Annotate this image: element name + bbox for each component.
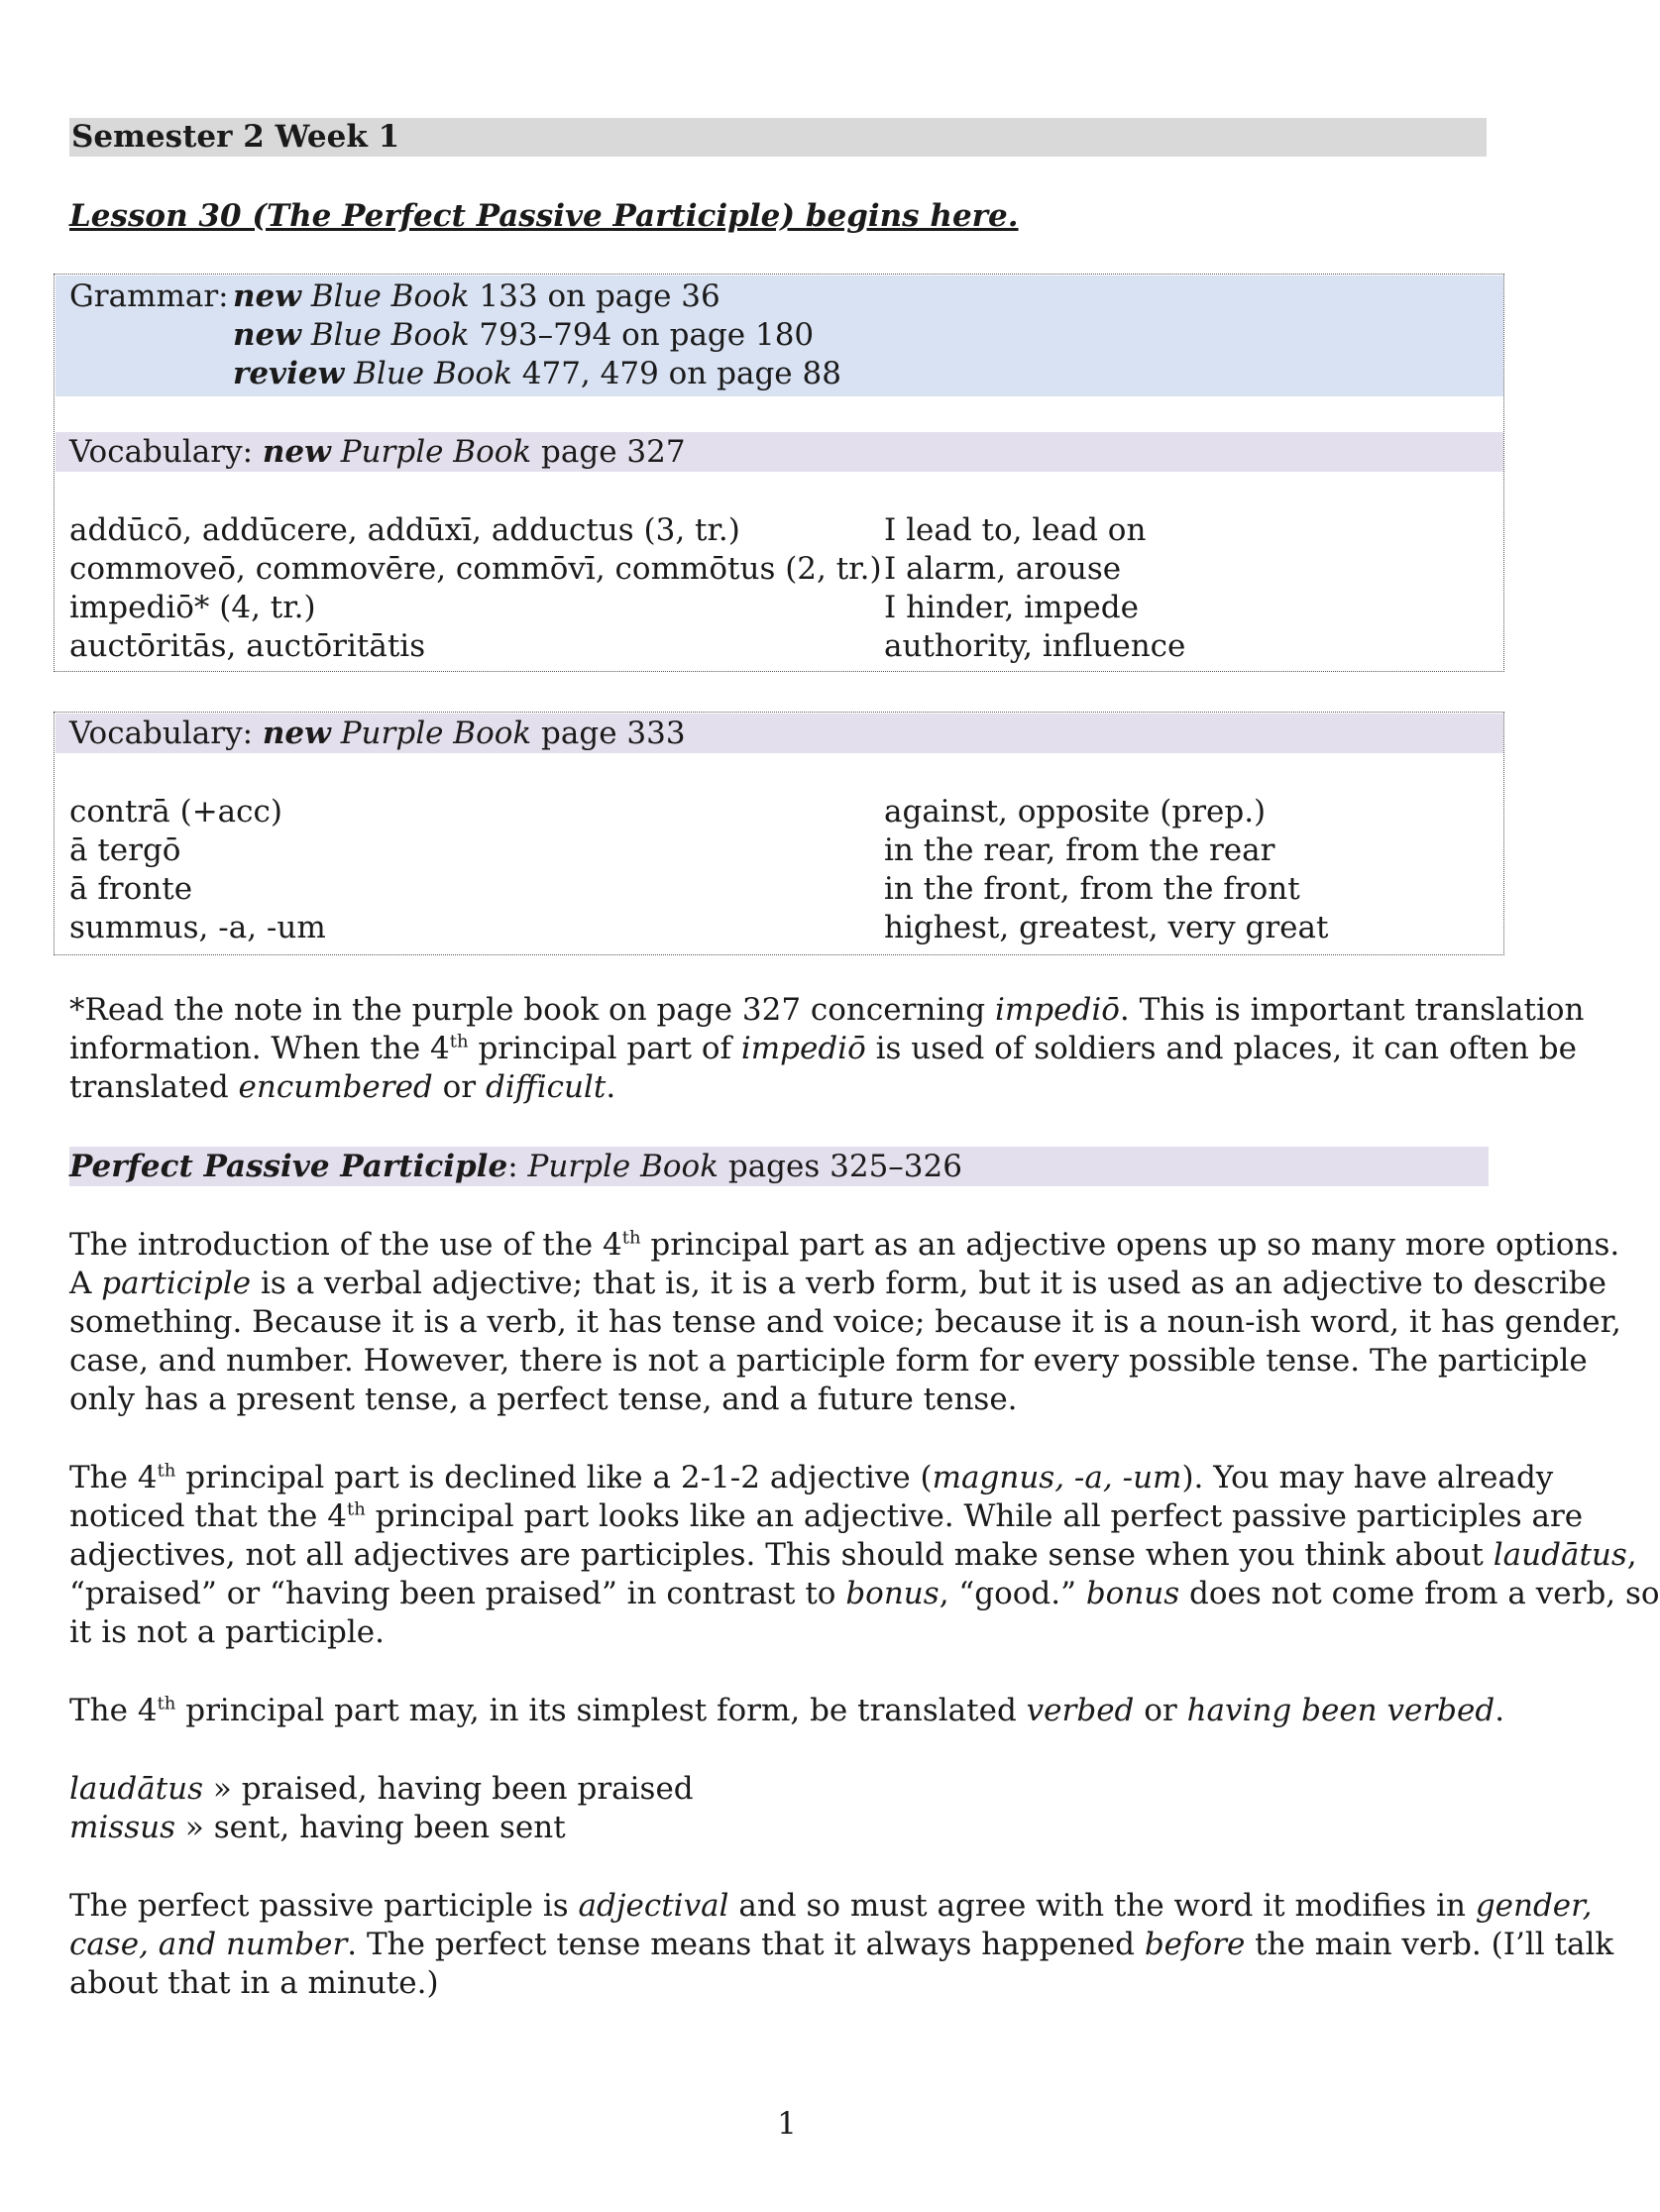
vocab-english: in the rear, from the rear — [884, 832, 1275, 868]
vocab-english: authority, influence — [884, 628, 1186, 664]
para4-line: about that in a minute.) — [69, 1965, 439, 2001]
para1-line: case, and number. However, there is not a participle form for every possible tense. The participle — [69, 1343, 1588, 1379]
vocab-latin: summus, -a, -um — [69, 910, 326, 945]
example-line: missus » sent, having been sent — [69, 1810, 566, 1845]
para2-line: The 4th principal part is declined like a 2-1-2 adjective (magnus, -a, -um). You may have already — [69, 1460, 1554, 1495]
vocab-latin: impediō* (4, tr.) — [69, 590, 316, 625]
vocab-latin: contrā (+acc) — [69, 794, 282, 830]
grammar-line: new Blue Book 133 on page 36 — [233, 278, 720, 314]
para2-line: “praised” or “having been praised” in contrast to bonus, “good.” bonus does not come from a verb, so — [69, 1576, 1660, 1611]
grammar-label: Grammar: — [69, 278, 229, 314]
para1-line: A participle is a verbal adjective; that is, it is a verb form, but it is used as an adjective to describe — [69, 1266, 1606, 1301]
semester-heading — [69, 118, 1487, 157]
vocab-latin: ā tergō — [69, 832, 181, 868]
vocab-english: highest, greatest, very great — [884, 910, 1329, 945]
semester-heading-text: Semester 2 Week 1 — [71, 119, 400, 155]
note-line: translated encumbered or difficult. — [69, 1069, 616, 1105]
para1-line: only has a present tense, a perfect tense, and a future tense. — [69, 1382, 1018, 1417]
para4-line: case, and number. The perfect tense means that it always happened before the main verb. (I’ll talk — [69, 1927, 1614, 1962]
vocab-latin: auctōritās, auctōritātis — [69, 628, 426, 664]
vocab-english: against, opposite (prep.) — [884, 794, 1267, 830]
note-line: *Read the note in the purple book on page 327 concerning impediō. This is important translation — [69, 992, 1585, 1028]
para3-line: The 4th principal part may, in its simplest form, be translated verbed or having been verbed. — [69, 1693, 1505, 1728]
page-number: 1 — [777, 2106, 797, 2142]
note-line: information. When the 4th principal part of impediō is used of soldiers and places, it can often be — [69, 1031, 1577, 1066]
grammar-line: new Blue Book 793–794 on page 180 — [233, 317, 815, 353]
vocab-latin: ā fronte — [69, 871, 193, 907]
para1-line: The introduction of the use of the 4th principal part as an adjective opens up so many more options. — [69, 1227, 1620, 1263]
vocab2-heading: Vocabulary: new Purple Book page 333 — [69, 716, 686, 751]
vocab-english: I hinder, impede — [884, 590, 1139, 625]
vocab-latin: commoveō, commovēre, commōvī, commōtus (2, tr.) — [69, 551, 882, 587]
lesson-heading: Lesson 30 (The Perfect Passive Participle) begins here. — [69, 198, 1019, 234]
ppp-heading: Perfect Passive Participle: Purple Book pages 325–326 — [69, 1149, 962, 1184]
vocab-english: I lead to, lead on — [884, 512, 1147, 548]
grammar-line: review Blue Book 477, 479 on page 88 — [233, 356, 841, 391]
example-line: laudātus » praised, having been praised — [69, 1771, 694, 1807]
para2-line: adjectives, not all adjectives are participles. This should make sense when you think about laudātus, — [69, 1537, 1637, 1573]
para4-line: The perfect passive participle is adjectival and so must agree with the word it modifies in gender, — [69, 1888, 1593, 1924]
vocab-latin: addūcō, addūcere, addūxī, adductus (3, tr.) — [69, 512, 740, 548]
vocab-english: I alarm, arouse — [884, 551, 1122, 587]
vocab1-heading: Vocabulary: new Purple Book page 327 — [69, 434, 686, 470]
para2-line: it is not a participle. — [69, 1614, 385, 1650]
para1-line: something. Because it is a verb, it has tense and voice; because it is a noun-ish word, it has gender, — [69, 1304, 1621, 1340]
para2-line: noticed that the 4th principal part looks like an adjective. While all perfect passive participles are — [69, 1498, 1584, 1534]
vocab-english: in the front, from the front — [884, 871, 1300, 907]
